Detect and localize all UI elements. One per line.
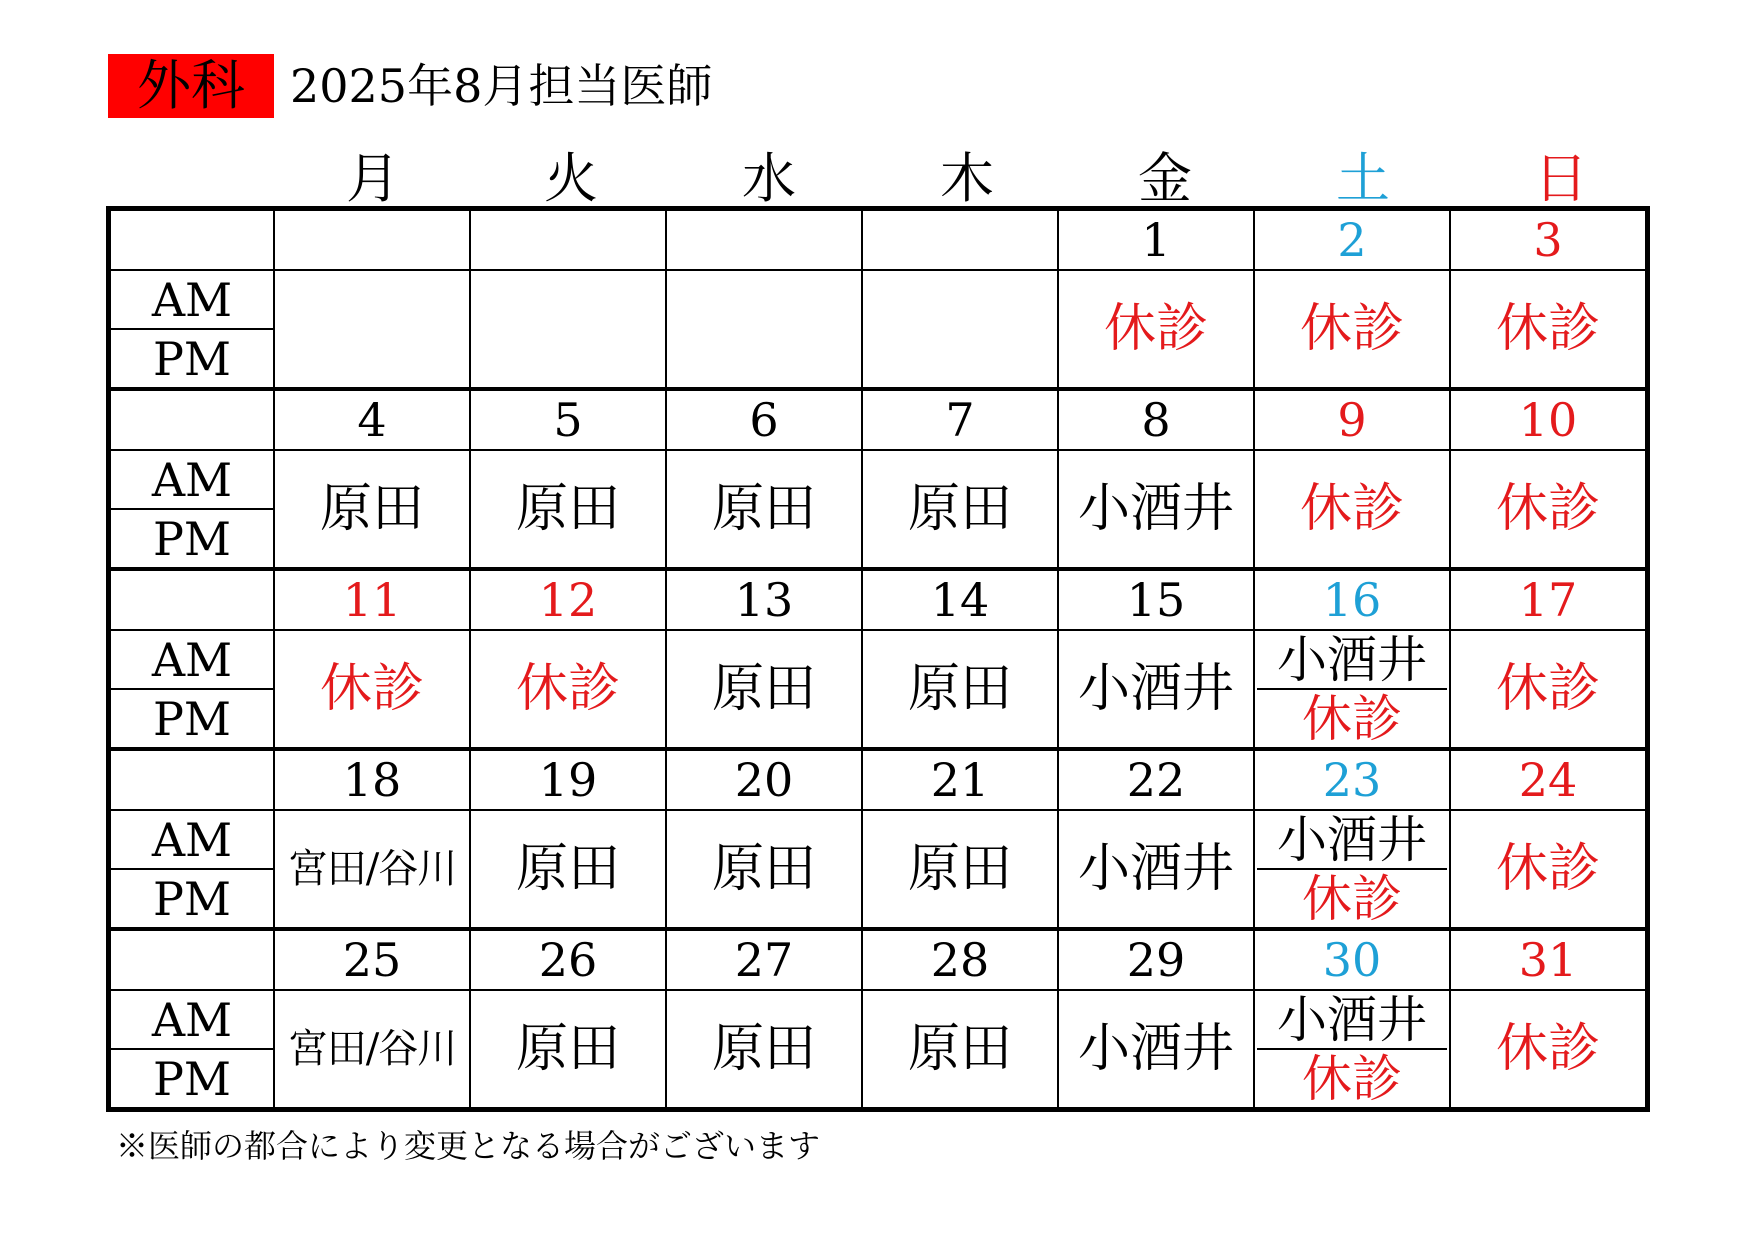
doctor-name: 原田 <box>711 479 816 539</box>
doctor-cell <box>666 630 862 749</box>
doctor-cell <box>274 630 470 749</box>
weekday-label: 火 <box>544 147 598 210</box>
date-cell: 13 <box>666 569 862 630</box>
date-cell: 20 <box>666 749 862 810</box>
doctor-cell <box>862 810 1058 929</box>
doctor-name: 原田 <box>907 1019 1012 1079</box>
weekday-label: 土 <box>1336 147 1390 210</box>
am-doctor: 小酒井 <box>1257 631 1447 690</box>
doctor-name: 原田 <box>515 839 620 899</box>
doctor-name: 小酒井 <box>1077 659 1234 719</box>
doctor-name: 宮田/谷川 <box>287 1026 457 1072</box>
doctor-name: 原田 <box>319 479 424 539</box>
doctor-name: 原田 <box>907 479 1012 539</box>
date-cell: 31 <box>1450 929 1648 990</box>
doctor-row <box>109 810 1648 929</box>
doctor-name: 原田 <box>515 479 620 539</box>
doctor-row <box>109 990 1648 1110</box>
weekday-label: 日 <box>1534 147 1588 210</box>
date-cell: 29 <box>1058 929 1254 990</box>
am-doctor: 小酒井 <box>1257 811 1447 870</box>
doctor-name: 原田 <box>515 1019 620 1079</box>
date-cell: 25 <box>274 929 470 990</box>
doctor-row <box>109 270 1648 389</box>
date-row <box>109 209 1648 271</box>
doctor-cell <box>274 450 470 569</box>
schedule-table <box>106 206 1650 1112</box>
doctor-cell <box>470 270 666 389</box>
date-cell: 26 <box>470 929 666 990</box>
date-cell: 16 <box>1254 569 1450 630</box>
date-row <box>109 749 1648 810</box>
closed-label: 休診 <box>1495 299 1600 359</box>
pm-label: PM <box>152 511 232 566</box>
doctor-cell <box>274 810 470 929</box>
date-cell <box>862 209 1058 271</box>
closed-label: 休診 <box>319 659 424 719</box>
closed-label: 休診 <box>1495 1019 1600 1079</box>
doctor-cell <box>1254 990 1450 1110</box>
date-row-label <box>109 209 275 271</box>
doctor-name: 原田 <box>711 839 816 899</box>
date-cell: 7 <box>862 389 1058 450</box>
am-doctor: 小酒井 <box>1257 991 1447 1050</box>
doctor-cell <box>1254 450 1450 569</box>
date-cell: 18 <box>274 749 470 810</box>
closed-label: 休診 <box>1495 839 1600 899</box>
doctor-cell <box>1450 270 1648 389</box>
footnote: ※医師の都合により変更となる場合がございます <box>116 1127 821 1165</box>
doctor-cell <box>666 270 862 389</box>
date-cell: 15 <box>1058 569 1254 630</box>
pm-closed: 休診 <box>1302 869 1402 928</box>
date-cell: 1 <box>1058 209 1254 271</box>
doctor-cell <box>1058 270 1254 389</box>
am-label: AM <box>111 811 273 870</box>
weekday-header-row <box>274 140 1660 210</box>
weekday-label: 木 <box>940 147 994 210</box>
date-cell: 12 <box>470 569 666 630</box>
am-label: AM <box>111 271 273 330</box>
date-cell: 28 <box>862 929 1058 990</box>
doctor-cell <box>666 450 862 569</box>
page-title: 2025年8月担当医師 <box>290 59 713 113</box>
am-label: AM <box>111 991 273 1050</box>
doctor-cell <box>470 450 666 569</box>
date-cell: 30 <box>1254 929 1450 990</box>
doctor-cell <box>1254 270 1450 389</box>
doctor-name: 宮田/谷川 <box>287 846 457 892</box>
doctor-name: 原田 <box>711 659 816 719</box>
date-cell: 5 <box>470 389 666 450</box>
date-cell <box>470 209 666 271</box>
date-cell: 22 <box>1058 749 1254 810</box>
date-cell: 9 <box>1254 389 1450 450</box>
doctor-cell <box>1058 810 1254 929</box>
closed-label: 休診 <box>515 659 620 719</box>
closed-label: 休診 <box>1495 479 1600 539</box>
closed-label: 休診 <box>1299 479 1404 539</box>
doctor-cell <box>1058 990 1254 1110</box>
ampm-label-cell <box>109 630 275 749</box>
date-cell: 21 <box>862 749 1058 810</box>
date-cell: 27 <box>666 929 862 990</box>
doctor-cell <box>862 270 1058 389</box>
pm-closed: 休診 <box>1302 1049 1402 1108</box>
closed-label: 休診 <box>1299 299 1404 359</box>
date-cell: 3 <box>1450 209 1648 271</box>
pm-label: PM <box>152 331 232 386</box>
ampm-label-cell <box>109 270 275 389</box>
doctor-cell <box>470 630 666 749</box>
date-row-label <box>109 929 275 990</box>
doctor-cell <box>1058 630 1254 749</box>
date-cell: 24 <box>1450 749 1648 810</box>
date-cell <box>274 209 470 271</box>
weekday-label: 水 <box>742 147 796 210</box>
date-cell: 11 <box>274 569 470 630</box>
ampm-label-cell <box>109 810 275 929</box>
doctor-cell <box>1450 450 1648 569</box>
pm-label: PM <box>152 1051 232 1106</box>
doctor-row <box>109 630 1648 749</box>
doctor-name: 原田 <box>907 659 1012 719</box>
doctor-cell <box>1450 990 1648 1110</box>
pm-closed: 休診 <box>1302 689 1402 748</box>
doctor-row <box>109 450 1648 569</box>
page-header <box>108 54 712 118</box>
doctor-cell <box>666 990 862 1110</box>
doctor-cell <box>1450 810 1648 929</box>
am-label: AM <box>111 451 273 510</box>
doctor-name: 原田 <box>711 1019 816 1079</box>
pm-label: PM <box>152 871 232 926</box>
date-cell: 2 <box>1254 209 1450 271</box>
doctor-cell <box>862 630 1058 749</box>
date-cell: 10 <box>1450 389 1648 450</box>
am-label: AM <box>111 631 273 690</box>
date-row <box>109 929 1648 990</box>
doctor-cell <box>862 450 1058 569</box>
date-row <box>109 389 1648 450</box>
doctor-cell <box>470 810 666 929</box>
date-cell: 14 <box>862 569 1058 630</box>
ampm-label-cell <box>109 450 275 569</box>
doctor-cell <box>1254 810 1450 929</box>
doctor-name: 小酒井 <box>1077 839 1234 899</box>
doctor-cell <box>1058 450 1254 569</box>
closed-label: 休診 <box>1103 299 1208 359</box>
weekday-label: 月 <box>346 147 400 210</box>
ampm-label-cell <box>109 990 275 1110</box>
closed-label: 休診 <box>1495 659 1600 719</box>
date-row-label <box>109 749 275 810</box>
date-row-label <box>109 389 275 450</box>
date-cell: 23 <box>1254 749 1450 810</box>
doctor-cell <box>1450 630 1648 749</box>
date-cell: 8 <box>1058 389 1254 450</box>
date-cell: 19 <box>470 749 666 810</box>
doctor-cell <box>862 990 1058 1110</box>
weekday-label: 金 <box>1138 147 1192 210</box>
date-cell: 6 <box>666 389 862 450</box>
doctor-name: 原田 <box>907 839 1012 899</box>
doctor-cell <box>666 810 862 929</box>
date-cell: 17 <box>1450 569 1648 630</box>
department-badge: 外科 <box>108 54 274 118</box>
date-row-label <box>109 569 275 630</box>
doctor-cell <box>470 990 666 1110</box>
doctor-cell <box>274 990 470 1110</box>
doctor-cell <box>274 270 470 389</box>
doctor-name: 小酒井 <box>1077 1019 1234 1079</box>
date-cell <box>666 209 862 271</box>
doctor-cell <box>1254 630 1450 749</box>
date-row <box>109 569 1648 630</box>
pm-label: PM <box>152 691 232 746</box>
date-cell: 4 <box>274 389 470 450</box>
doctor-name: 小酒井 <box>1077 479 1234 539</box>
